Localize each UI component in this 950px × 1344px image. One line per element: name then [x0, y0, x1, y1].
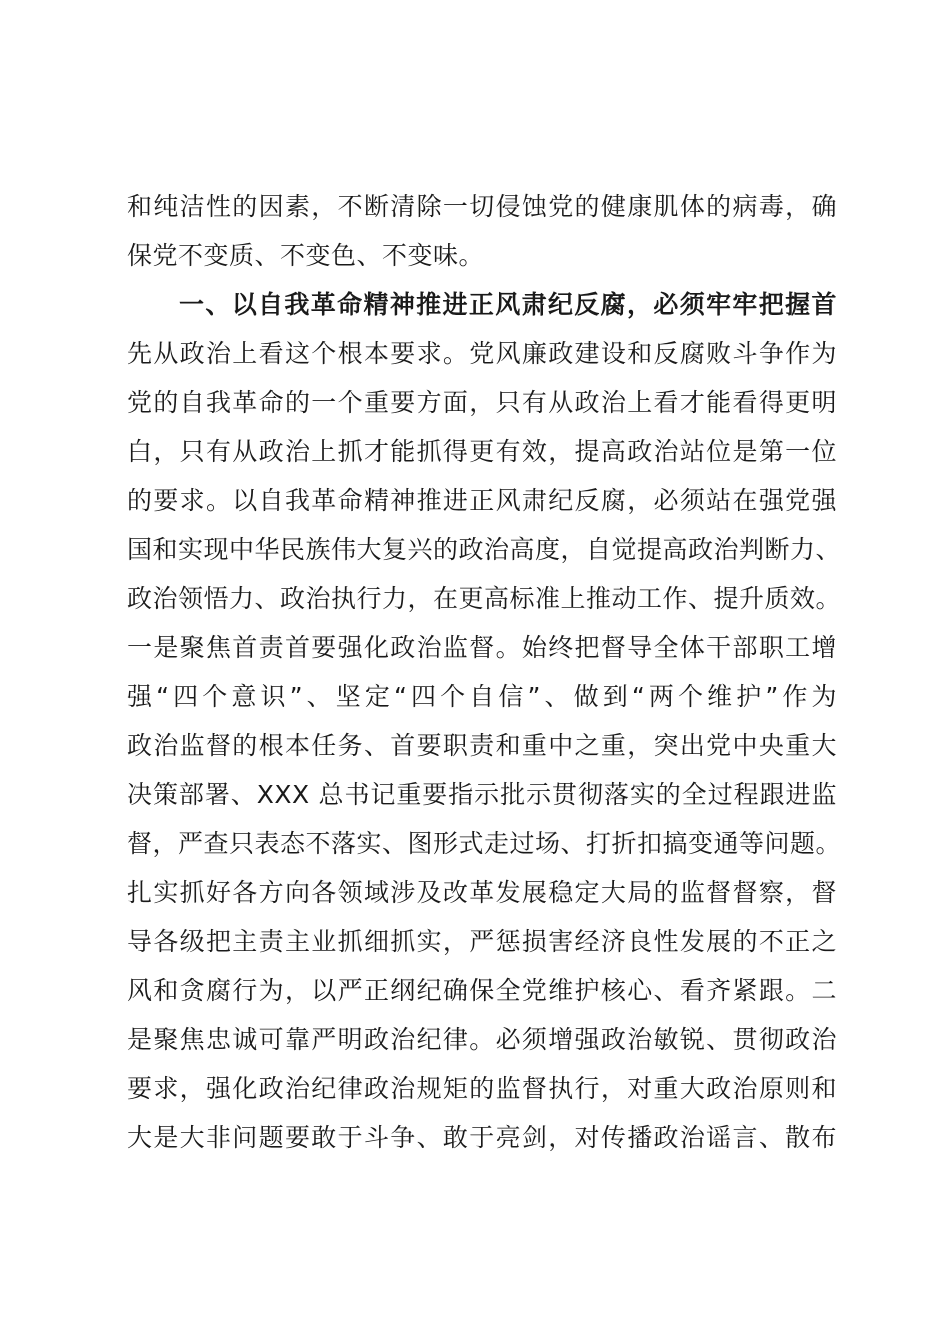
- text-line: 政治监督的根本任务、首要职责和重中之重，突出党中央重大: [127, 731, 837, 760]
- text-line: 决策部署、XXX 总书记重要指示批示贯彻落实的全过程跟进监: [127, 780, 837, 809]
- text-line: 扎实抓好各方向各领域涉及改革发展稳定大局的监督督察，督: [127, 878, 837, 907]
- text-line: 国和实现中华民族伟大复兴的政治高度，自觉提高政治判断力、: [127, 535, 842, 564]
- text-line: 党的自我革命的一个重要方面，只有从政治上看才能看得更明: [127, 388, 837, 417]
- text-line: 风和贪腐行为，以严正纲纪确保全党维护核心、看齐紧跟。二: [127, 976, 837, 1005]
- text-line: 是聚焦忠诚可靠严明政治纪律。必须增强政治敏锐、贯彻政治: [127, 1025, 837, 1054]
- text-line: 先从政治上看这个根本要求。党风廉政建设和反腐败斗争作为: [127, 339, 837, 368]
- text-line: 一是聚焦首责首要强化政治监督。始终把督导全体干部职工增: [127, 633, 837, 662]
- text-line: 保党不变质、不变色、不变味。: [127, 241, 485, 270]
- text-line: 要求，强化政治纪律政治规矩的监督执行，对重大政治原则和: [127, 1074, 837, 1103]
- section-heading-line: 一、以自我革命精神推进正风肃纪反腐，必须牢牢把握首: [179, 290, 837, 319]
- body-text: [127, 182, 842, 1162]
- text-line: 导各级把主责主业抓细抓实，严惩损害经济良性发展的不正之: [127, 927, 837, 956]
- text-line: 政治领悟力、政治执行力，在更高标准上推动工作、提升质效。: [127, 584, 842, 613]
- text-line: 大是大非问题要敢于斗争、敢于亮剑，对传播政治谣言、散布: [127, 1123, 837, 1152]
- text-line: 强“四个意识”、坚定“四个自信”、做到“两个维护”作为: [127, 682, 837, 711]
- text-line: 和纯洁性的因素，不断清除一切侵蚀党的健康肌体的病毒，确: [127, 192, 837, 221]
- text-line: 督，严查只表态不落实、图形式走过场、打折扣搞变通等问题。: [127, 829, 842, 858]
- text-line: 的要求。以自我革命精神推进正风肃纪反腐，必须站在强党强: [127, 486, 837, 515]
- text-line: 白，只有从政治上抓才能抓得更有效，提高政治站位是第一位: [127, 437, 837, 466]
